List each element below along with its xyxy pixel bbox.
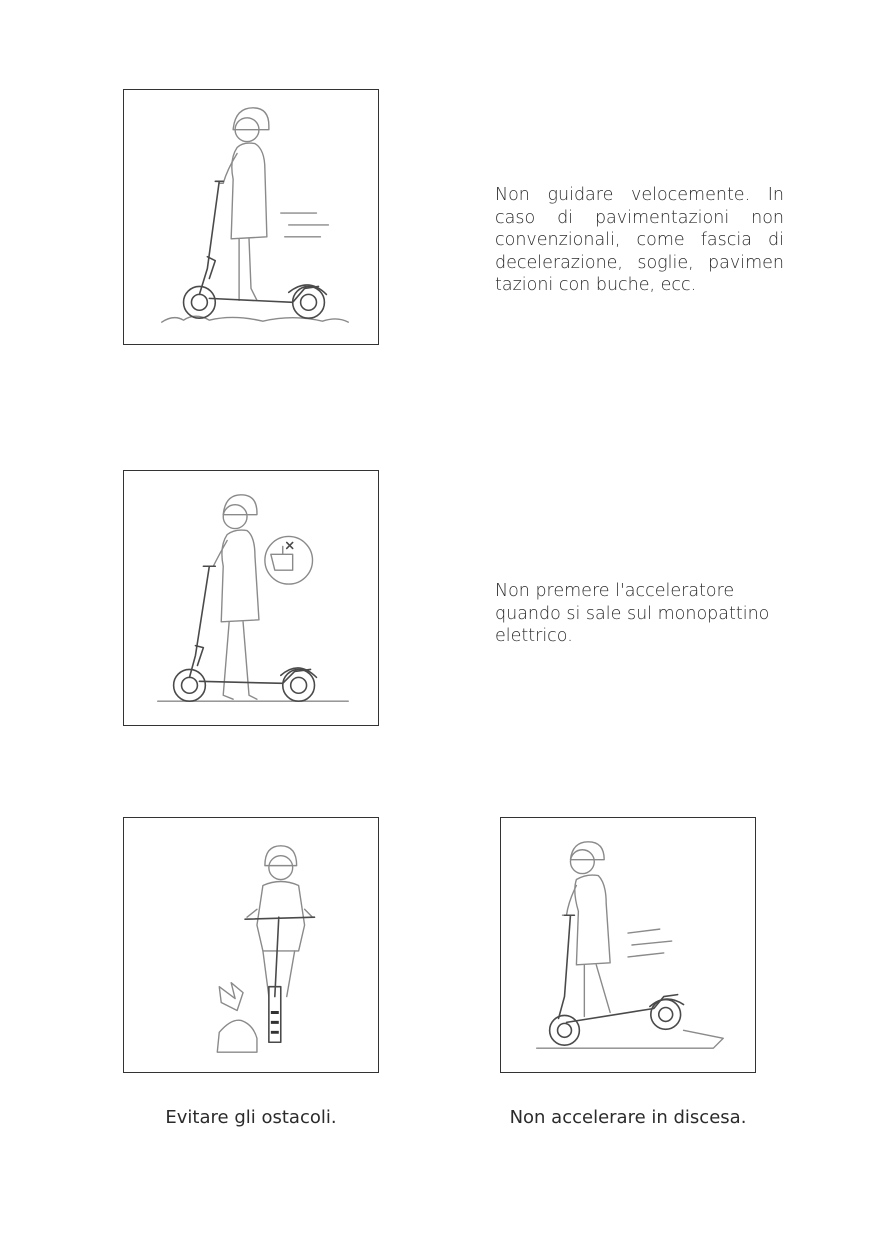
scooter-rider-illustration [124, 90, 378, 344]
scooter-rider-illustration-2 [124, 471, 378, 725]
caption-downhill: Non accelerare in discesa. [509, 1107, 747, 1128]
illustration-fast-riding [123, 89, 379, 345]
speed-lines-icon [281, 213, 329, 237]
scooter-front-illustration [124, 818, 378, 1072]
rock-obstacle-icon [217, 1020, 257, 1052]
caption-throttle: Non premere l'acceleratore quando si sale sul monopattino elettrico. [495, 581, 770, 646]
illustration-obstacles [123, 817, 379, 1073]
caption-fast-riding: Non guidare velocemente. In caso di pavimentazioni non convenzionali, come fascia di decelerazione, soglie, pavimen tazioni con buche, ecc. [495, 185, 784, 295]
scooter-rider-illustration-3 [501, 818, 755, 1072]
impact-burst-icon [219, 983, 243, 1011]
caption-obstacles: Evitare gli ostacoli. [165, 1107, 337, 1128]
speed-lines-icon-2 [628, 929, 672, 957]
illustration-throttle [123, 470, 379, 726]
illustration-downhill [500, 817, 756, 1073]
hand-throttle-x-icon [265, 536, 313, 584]
